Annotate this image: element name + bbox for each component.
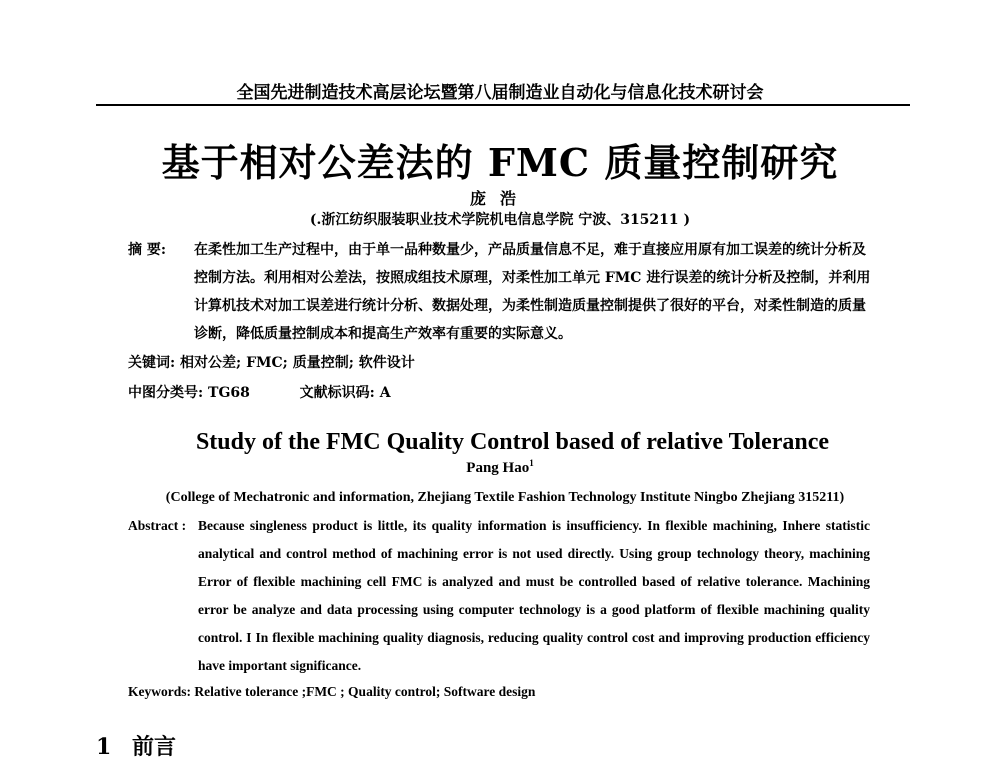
conference-header: 全国先进制造技术高层论坛暨第八届制造业自动化与信息化技术研讨会 — [236, 83, 764, 103]
abstract-cn — [128, 236, 878, 348]
classification-label: 中图分类号: — [128, 385, 204, 401]
keywords-cn-text: 相对公差; FMC; 质量控制; 软件设计 — [180, 355, 415, 371]
author-en — [0, 458, 1000, 477]
doc-code-label: 文献标识码: — [299, 385, 375, 401]
affiliation-cn: (.浙江纺织服装职业技术学院机电信息学院 宁波、315211 ) — [309, 212, 691, 228]
author-cn: 庞浩 — [469, 189, 530, 208]
affiliation-en: (College of Mechatronic and information, Zhejiang Textile Fashion Technology Institute Ningbo Zhejiang 315211) — [165, 490, 845, 505]
section-number: 1 — [96, 734, 112, 760]
keywords-en-label: Keywords: — [128, 684, 191, 699]
keywords-en-text: Relative tolerance ;FMC ; Quality control; Software design — [194, 684, 536, 699]
section-title: 前言 — [132, 734, 177, 760]
abstract-cn-text: 在柔性加工生产过程中，由于单一品种数量少，产品质量信息不足，难于直接应用原有加工误差的统计分析及控制方法。利用相对公差法，按照成组技术原理，对柔性加工单元 FMC 进行误差的统计分析及控制，并利用计算机技术对加工误差进行统计分析、数据处理，为柔性制造质量控制提供了很好的平台，对柔性制造的质量诊断，降低质量控制成本和提高生产效率有重要的实际意义。 — [194, 242, 871, 342]
author-en-superscript: 1 — [529, 458, 534, 468]
section-heading — [96, 730, 176, 761]
keywords-cn-label: 关键词: — [128, 355, 176, 371]
classification-value: TG68 — [208, 385, 250, 401]
doc-code-value: A — [379, 385, 391, 401]
keywords-cn — [128, 352, 415, 372]
paper-title-en: Study of the FMC Quality Control based of relative Tolerance — [195, 429, 830, 455]
abstract-cn-label: 摘 要: — [128, 242, 167, 258]
header-rule — [96, 104, 910, 106]
paper-title-cn: 基于相对公差法的 FMC 质量控制研究 — [161, 140, 839, 185]
classification-row — [128, 382, 391, 402]
abstract-en-label: Abstract : — [128, 518, 187, 533]
abstract-en — [128, 512, 870, 680]
keywords-en — [128, 684, 535, 700]
abstract-en-text: Because singleness product is little, its quality information is insufficiency. In flexible machining, Inhere statistic analytical and control method of machining error is not used directly. Using group technology theory, machining Error of flexible machining cell FMC is analyzed and must be controlled based of relative tolerance. Machining error be analyze and data processing using computer technology is a good platform of flexible machining quality control. I In flexible machining quality diagnosis, reducing quality control cost and improving production efficiency have important significance. — [198, 518, 870, 673]
author-en-name: Pang Hao — [466, 460, 530, 476]
